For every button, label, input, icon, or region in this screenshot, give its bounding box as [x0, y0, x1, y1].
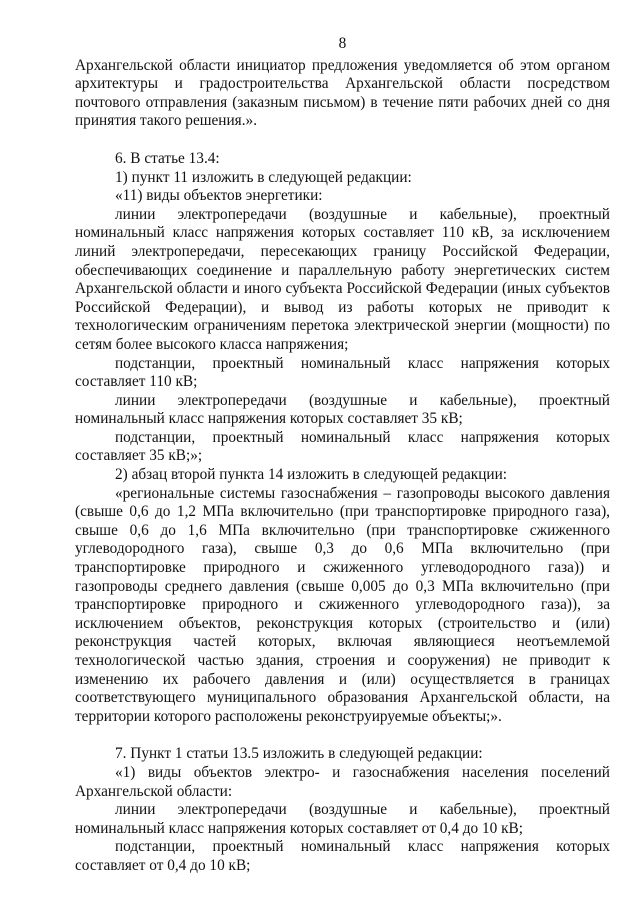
- paragraph-item-2: 2) абзац второй пункта 14 изложить в следующей редакции:: [115, 466, 508, 484]
- paragraph-substations-04-10: подстанции, проектный номинальный класс напряжения которых составляет от 0,4 до 10 кВ;: [75, 838, 610, 874]
- paragraph-power-lines-110: линии электропередачи (воздушные и кабельные), проектный номинальный класс напряжения которых составляет 110 кВ, за исключением линий электропередачи, пересекающих границу Российской Федерации, обеспечивающих соединение и параллельную работу энергетических систем Архангельской области и иного субъекта Российской Федерации (иных субъектов Российской Федерации), и вывод из работы которых не приводит к технологическим ограничениям перетока электрической энергии (мощности) по сетям более высокого класса напряжения;: [75, 205, 610, 353]
- page-number: 8: [338, 35, 347, 52]
- paragraph-item-1: 1) пункт 11 изложить в следующей редакции:: [115, 168, 412, 186]
- paragraph-gap: [75, 726, 610, 745]
- document-page: [75, 35, 610, 876]
- paragraph-energy-objects: «11) виды объектов энергетики:: [115, 187, 323, 205]
- paragraph-section-6-heading: 6. В статье 13.4:: [115, 149, 220, 167]
- paragraph-gas-systems: «региональные системы газоснабжения – газопроводы высокого давления (свыше 0,6 до 1,2 МПа включительно (при транспортировке природного газа), свыше 0,6 до 1,6 МПа включительно (при транспортировке сжиженного углеводородного газа), свыше 0,3 до 0,6 МПа включительно (при транспортировке природного и сжиженного углеводородного газа)) и газопроводы среднего давления (свыше 0,005 до 0,3 МПа включительно (при транспортировке природного и сжиженного углеводородного газа)), за исключением объектов, реконструкция которых (строительство и (или) реконструкция частей которых, включая являющиеся неотъемлемой технологической частью здания, строения и сооружения) не приводит к изменению их рабочего давления и (или) осуществляется в границах соответствующего муниципального образования Архангельской области, на территории которого расположены реконструируемые объекты;».: [75, 484, 610, 725]
- paragraph-gap: [75, 131, 610, 150]
- paragraph-substations-110: подстанции, проектный номинальный класс напряжения которых составляет 110 кВ;: [75, 354, 610, 391]
- paragraph-section-7-heading: 7. Пункт 1 статьи 13.5 изложить в следующей редакции:: [115, 745, 483, 763]
- paragraph-continuation: Архангельской области инициатор предложения уведомляется об этом органом архитектуры и градостроительства Архангельской области посредством почтового отправления (заказным письмом) в течение пяти рабочих дней со дня принятия такого решения.».: [75, 56, 610, 130]
- paragraph-substations-35: подстанции, проектный номинальный класс напряжения которых составляет 35 кВ;»;: [75, 428, 610, 465]
- paragraph-power-lines-04-10: линии электропередачи (воздушные и кабельные), проектный номинальный класс напряжения которых составляет от 0,4 до 10 кВ;: [75, 801, 610, 837]
- paragraph-power-lines-35: линии электропередачи (воздушные и кабельные), проектный номинальный класс напряжения которых составляет 35 кВ;: [75, 391, 610, 428]
- paragraph-electro-gas-objects: «1) виды объектов электро- и газоснабжения населения поселений Архангельской области:: [75, 763, 610, 800]
